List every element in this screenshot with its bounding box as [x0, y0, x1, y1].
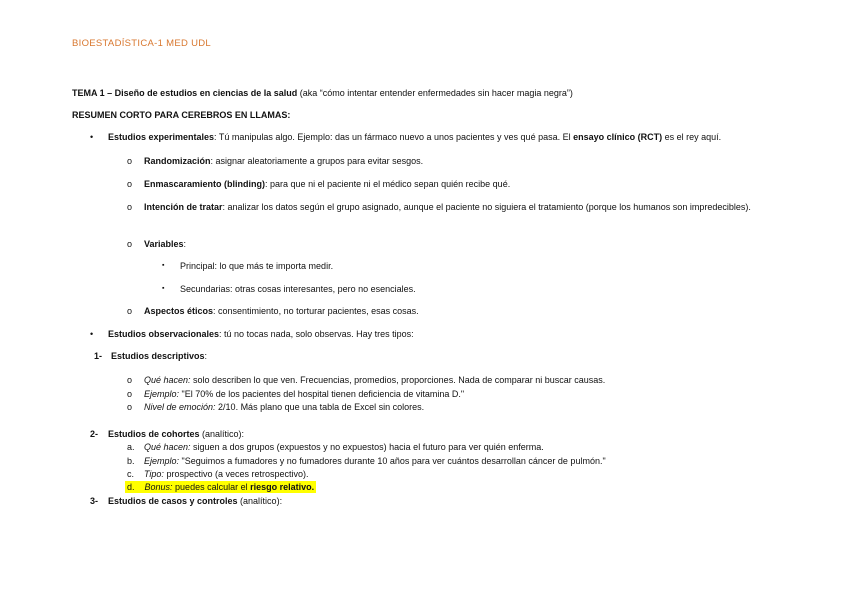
itt-label: Intención de tratar	[144, 202, 223, 212]
casos-heading-text: Estudios de casos y controles	[108, 496, 238, 506]
observational-text: : tú no tocas nada, solo observas. Hay tres tipos:	[219, 329, 414, 339]
topic-title-rest: (aka “cómo intentar entender enfermedades sin hacer magia negra”)	[297, 88, 573, 98]
circle-marker: o	[127, 375, 133, 385]
descriptivos-niv-text: 2/10. Más plano que una tabla de Excel sin colores.	[215, 402, 425, 412]
circle-marker: o	[127, 179, 133, 189]
summary-heading-text: RESUMEN CORTO PARA CEREBROS EN LLAMAS:	[72, 110, 291, 120]
cohortes-heading	[108, 428, 244, 440]
descriptivos-que	[144, 374, 605, 386]
letter-marker: d.	[127, 482, 135, 492]
topic-title-bold: TEMA 1 – Diseño de estudios en ciencias de la salud	[72, 88, 298, 98]
casos-heading	[108, 495, 282, 507]
cohortes-que	[144, 441, 544, 453]
cohortes-heading-text: Estudios de cohortes	[108, 429, 200, 439]
blinding-label: Enmascaramiento (blinding)	[144, 179, 266, 189]
experimental-item	[108, 131, 721, 143]
number-2: 2-	[90, 429, 99, 439]
randomizacion-item	[144, 155, 423, 167]
descriptivos-ej-text: "El 70% de los pacientes del hospital tienen deficiencia de vitamina D."	[179, 389, 465, 399]
number-marker	[90, 428, 98, 440]
experimental-text-end: es el rey aquí.	[662, 132, 722, 142]
descriptivos-nivel	[144, 401, 424, 413]
cohortes-bonus-bold: riesgo relativo	[250, 482, 312, 492]
document-header: BIOESTADÍSTICA-1 MED UDL	[72, 38, 211, 49]
descriptivos-heading-text: Estudios descriptivos	[111, 351, 205, 361]
circle-marker: o	[127, 239, 133, 249]
descriptivos-niv-label: Nivel de emoción:	[144, 402, 216, 412]
cohortes-bonus-text: puedes calcular el	[172, 482, 251, 492]
experimental-text: : Tú manipulas algo. Ejemplo: das un fármaco nuevo a unos pacientes y ves qué pasa. El	[214, 132, 574, 142]
square-marker: ▪	[162, 285, 165, 292]
cohortes-ej-label: Ejemplo:	[144, 456, 180, 466]
observational-label: Estudios observacionales	[108, 329, 220, 339]
variables-text: :	[183, 239, 187, 249]
blinding-text: : para que ni el paciente ni el médico sepan quién recibe qué.	[265, 179, 511, 189]
itt-text: : analizar los datos según el grupo asignado, aunque el paciente no siguiera el tratamiento (porque los humanos son impredecibles).	[222, 202, 751, 212]
variable-principal: Principal: lo que más te importa medir.	[180, 261, 334, 271]
variable-secundarias: Secundarias: otras cosas interesantes, pero no esenciales.	[180, 284, 416, 294]
number-marker	[94, 350, 102, 362]
circle-marker: o	[127, 306, 133, 316]
experimental-rct: ensayo clínico (RCT)	[573, 132, 663, 142]
randomizacion-text: : asignar aleatoriamente a grupos para evitar sesgos.	[210, 156, 424, 166]
cohortes-ejemplo	[144, 455, 606, 467]
cohortes-que-label: Qué hacen:	[144, 442, 191, 452]
circle-marker: o	[127, 402, 133, 412]
cohortes-bonus-label: Bonus:	[144, 482, 173, 492]
circle-marker: o	[127, 156, 133, 166]
cohortes-tipo-text: prospectivo (a veces retrospectivo).	[163, 469, 309, 479]
descriptivos-heading-suffix: :	[204, 351, 208, 361]
etica-item	[144, 305, 419, 317]
variables-item	[144, 238, 186, 250]
casos-heading-suffix: (analítico):	[237, 496, 283, 506]
number-3: 3-	[90, 496, 99, 506]
cohortes-ej-text: "Seguimos a fumadores y no fumadores durante 10 años para ver cuántos desarrollan cáncer de pulmón."	[179, 456, 606, 466]
cohortes-heading-suffix: (analítico):	[199, 429, 245, 439]
cohortes-bonus-end: .	[311, 482, 315, 492]
letter-marker: c.	[127, 469, 135, 479]
summary-heading	[72, 109, 290, 121]
descriptivos-que-label: Qué hacen:	[144, 375, 191, 385]
experimental-label: Estudios experimentales	[108, 132, 215, 142]
topic-title	[72, 87, 573, 99]
itt-item	[144, 201, 764, 214]
bullet-marker: •	[90, 132, 94, 142]
descriptivos-que-text: solo describen lo que ven. Frecuencias, promedios, proporciones. Nada de comparar ni buscar causas.	[190, 375, 606, 385]
cohortes-que-text: siguen a dos grupos (expuestos y no expuestos) hacia el futuro para ver quién enferma.	[190, 442, 544, 452]
randomizacion-label: Randomización	[144, 156, 211, 166]
number-1: 1-	[94, 351, 103, 361]
etica-text: : consentimiento, no torturar pacientes, esas cosas.	[213, 306, 419, 316]
descriptivos-ej-label: Ejemplo:	[144, 389, 180, 399]
letter-marker: b.	[127, 456, 135, 466]
observational-item	[108, 328, 414, 340]
square-marker: ▪	[162, 262, 165, 269]
circle-marker: o	[127, 202, 133, 212]
number-marker	[90, 495, 98, 507]
circle-marker: o	[127, 389, 133, 399]
bullet-marker: •	[90, 329, 94, 339]
etica-label: Aspectos éticos	[144, 306, 214, 316]
cohortes-tipo	[144, 468, 309, 480]
variables-label: Variables	[144, 239, 184, 249]
cohortes-bonus-highlight	[125, 481, 316, 493]
cohortes-tipo-label: Tipo:	[144, 469, 164, 479]
blinding-item	[144, 178, 510, 190]
letter-marker: a.	[127, 442, 135, 452]
descriptivos-ejemplo	[144, 388, 464, 400]
descriptivos-heading	[111, 350, 207, 362]
